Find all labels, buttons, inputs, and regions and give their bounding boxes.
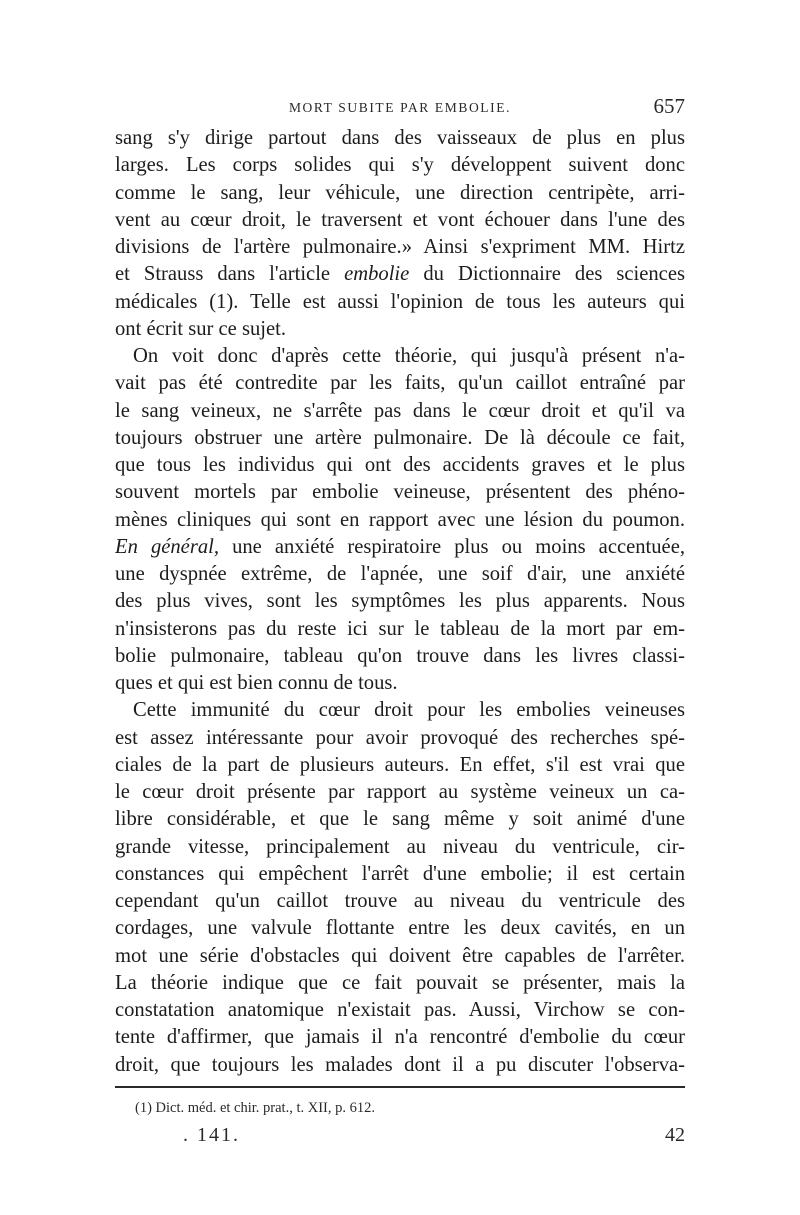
text-line: ont écrit sur ce sujet. [115, 317, 286, 340]
text-line: est assez intéressante pour avoir provoqué des recherches spé- [115, 726, 685, 749]
body-text [115, 125, 685, 1079]
text-line: vent au cœur droit, le traversent et vont échouer dans l'une des [115, 208, 685, 231]
text-line: divisions de l'artère pulmonaire.» Ainsi s'expriment MM. Hirtz [115, 236, 685, 258]
sheet-number: 42 [665, 1124, 685, 1146]
text-line: comme le sang, leur véhicule, une direction centripète, arri- [115, 181, 685, 204]
text-line: sang s'y dirige partout dans des vaisseaux de plus en plus [115, 127, 685, 149]
text-line: ques et qui est bien connu de tous. [115, 672, 398, 694]
text-line: vait pas été contredite par les faits, qu'un caillot entraîné par [115, 372, 685, 395]
footnote-rule [115, 1086, 685, 1088]
text-line: des plus vives, sont les symptômes les plus apparents. Nous [115, 590, 685, 613]
text-line [115, 261, 685, 288]
text-line: mot une série d'obstacles qui doivent être capables de l'arrêter. [115, 944, 685, 967]
italic-term: En général, [115, 535, 219, 558]
text-line: cordages, une valvule flottante entre les deux cavités, en un [115, 917, 685, 940]
signature-mark: . 141. [183, 1124, 240, 1146]
text-line: ciales de la part de plusieurs auteurs. En effet, s'il est vrai que [115, 753, 685, 776]
running-title: MORT SUBITE PAR EMBOLIE. [288, 100, 512, 115]
text-line: constances qui empêchent l'arrêt d'une embolie; il est certain [115, 862, 685, 885]
text-line: une dyspnée extrême, de l'apnée, une soif d'air, une anxiété [115, 563, 685, 585]
text-line: La théorie indique que ce fait pouvait se présenter, mais la [115, 971, 685, 994]
text-line: que tous les individus qui ont des accidents graves et le plus [115, 454, 685, 476]
text-line: droit, que toujours les malades dont il a pu discuter l'observa- [115, 1053, 685, 1076]
footnote: (1) Dict. méd. et chir. prat., t. XII, p. 612. [135, 1100, 375, 1116]
text-run: et Strauss dans l'article [115, 263, 345, 286]
text-line: cependant qu'un caillot trouve au niveau du ventricule des [115, 890, 685, 912]
page-number: 657 [653, 94, 685, 118]
text-line: le sang veineux, ne s'arrête pas dans le cœur droit et qu'il va [115, 399, 685, 422]
text-line: constatation anatomique n'existait pas. Aussi, Virchow se con- [115, 999, 685, 1021]
text-line: médicales (1). Telle est aussi l'opinion de tous les auteurs qui [115, 290, 685, 313]
text-line: souvent mortels par embolie veineuse, présentent des phéno- [115, 481, 685, 504]
running-header [115, 94, 685, 120]
text-line: mènes cliniques qui sont en rapport avec une lésion du poumon. [115, 508, 685, 531]
text-line [115, 534, 685, 561]
text-line: grande vitesse, principalement au niveau du ventricule, cir- [115, 835, 685, 858]
text-line: On voit donc d'après cette théorie, qui jusqu'à présent n'a- [133, 345, 685, 367]
text-run: une anxiété respiratoire plus ou moins accentuée, [219, 535, 685, 558]
text-line: toujours obstruer une artère pulmonaire. De là découle ce fait, [115, 426, 685, 449]
italic-term: embolie [344, 263, 410, 286]
text-run: du Dictionnaire des sciences [409, 263, 685, 286]
text-line: tente d'affirmer, que jamais il n'a rencontré d'embolie du cœur [115, 1026, 685, 1049]
text-line: le cœur droit présente par rapport au système veineux un ca- [115, 781, 685, 803]
text-line: larges. Les corps solides qui s'y développent suivent donc [115, 154, 685, 177]
text-line: Cette immunité du cœur droit pour les embolies veineuses [133, 699, 685, 722]
text-line: libre considérable, et que le sang même y soit animé d'une [115, 808, 685, 831]
text-line: bolie pulmonaire, tableau qu'on trouve dans les livres classi- [115, 644, 685, 667]
text-line: n'insisterons pas du reste ici sur le tableau de la mort par em- [115, 617, 685, 640]
